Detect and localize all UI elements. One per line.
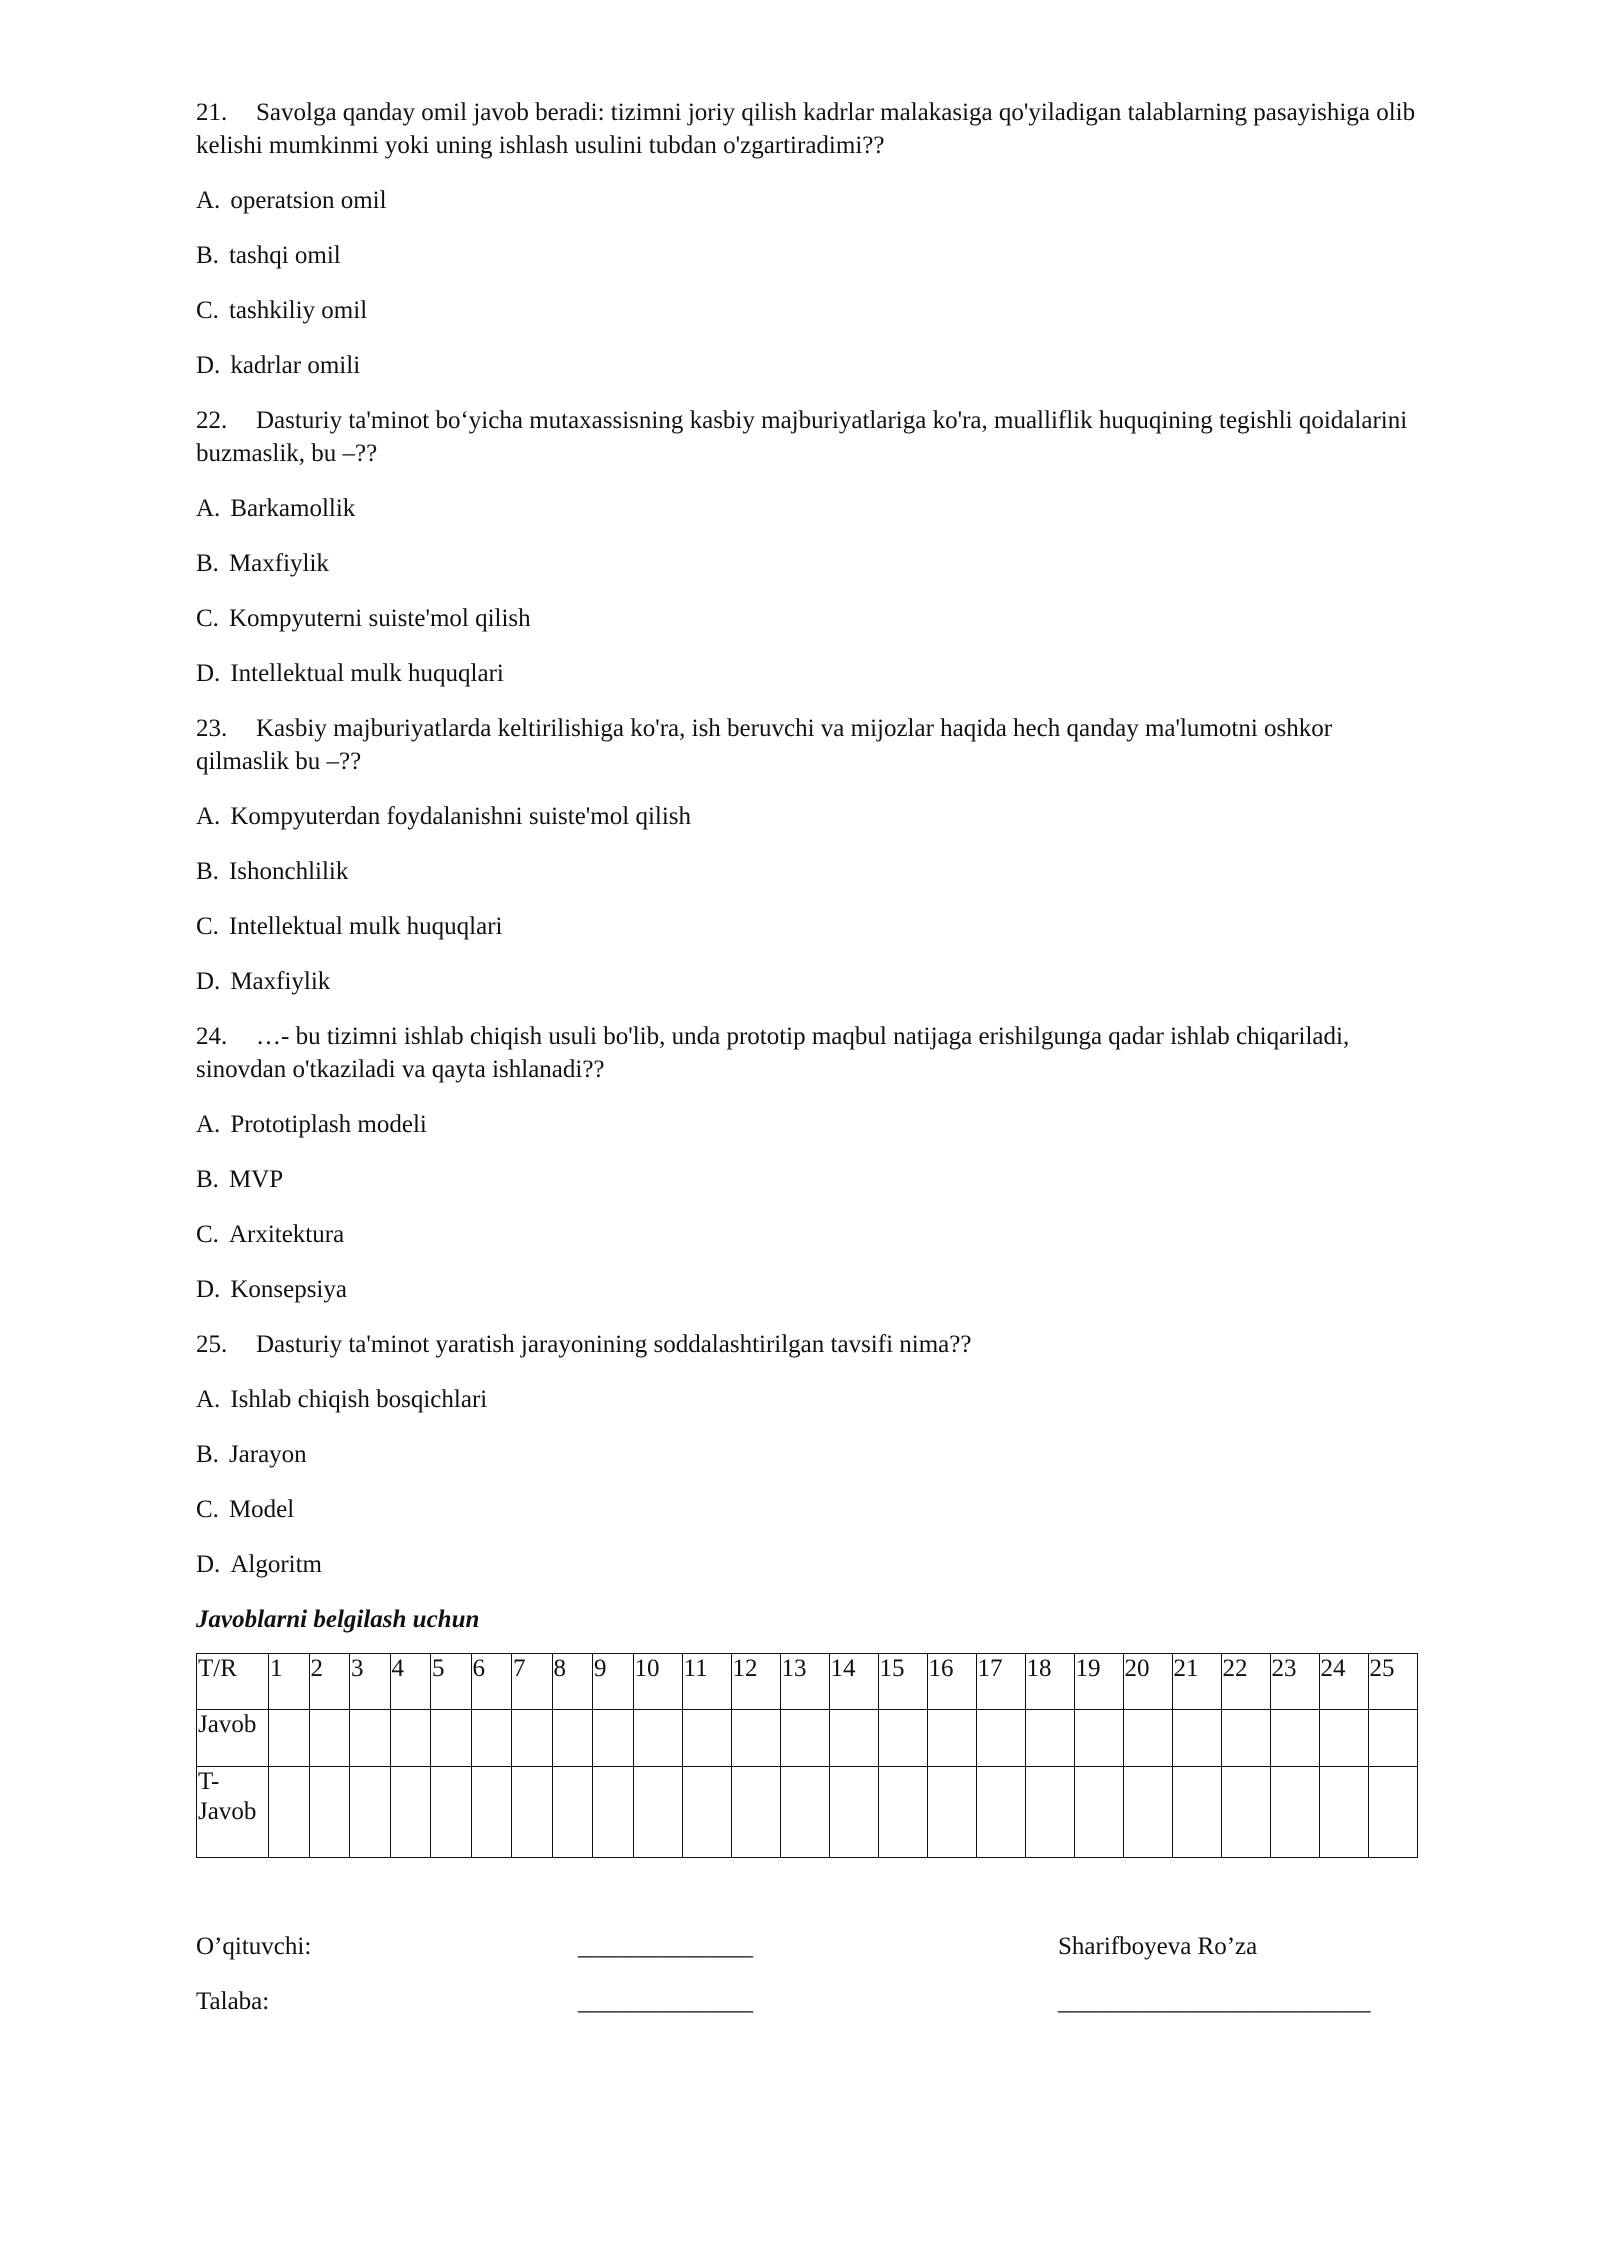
question-text: Savolga qanday omil javob beradi: tizimni joriy qilish kadrlar malakasiga qo'yiladigan talablarning pasayishiga olib kelishi mumkinmi yoki uning ishlash usulini tubdan o'zgartiradimi?? [196, 99, 1416, 159]
option-text: Prototiplash modeli [230, 1111, 427, 1138]
javob-label-cell: Javob [197, 1710, 269, 1767]
question-number-cell: 15 [878, 1654, 927, 1710]
tjavob-answer-cell[interactable] [552, 1767, 593, 1858]
question-number-cell: 3 [350, 1654, 391, 1710]
question-number-cell: 1 [269, 1654, 310, 1710]
answer-option [196, 1548, 1416, 1581]
student-signature-line: ______________ [578, 1988, 753, 2015]
question-number-cell: 12 [731, 1654, 780, 1710]
tjavob-answer-cell[interactable] [471, 1767, 512, 1858]
javob-answer-cell[interactable] [1319, 1710, 1368, 1767]
tjavob-answer-cell[interactable] [593, 1767, 634, 1858]
tjavob-answer-cell[interactable] [350, 1767, 391, 1858]
option-letter: A. [196, 495, 221, 522]
answer-option [196, 1218, 1416, 1251]
answer-option [196, 1493, 1416, 1526]
question-number-cell: 9 [593, 1654, 634, 1710]
tjavob-answer-cell[interactable] [390, 1767, 431, 1858]
tjavob-answer-cell[interactable] [1025, 1767, 1074, 1858]
javob-answer-cell[interactable] [1221, 1710, 1270, 1767]
question-number-cell: 10 [633, 1654, 682, 1710]
teacher-signature-row [196, 1930, 1416, 1985]
tjavob-answer-cell[interactable] [829, 1767, 878, 1858]
question-text: Dasturiy ta'minot yaratish jarayonining soddalashtirilgan tavsifi nima?? [256, 1331, 972, 1358]
tjavob-answer-cell[interactable] [1221, 1767, 1270, 1858]
javob-answer-cell[interactable] [1172, 1710, 1221, 1767]
option-text: MVP [228, 1166, 284, 1193]
student-signature-row [196, 1985, 1416, 2040]
tjavob-label-cell: T-Javob [197, 1767, 269, 1858]
answer-table-tjavob-row [197, 1767, 1418, 1858]
header-label-cell: T/R [197, 1654, 269, 1710]
option-letter: B. [196, 858, 219, 885]
tjavob-answer-cell[interactable] [269, 1767, 310, 1858]
student-name-line: _________________________ [1058, 1988, 1371, 2015]
tjavob-answer-cell[interactable] [731, 1767, 780, 1858]
question-24 [196, 1020, 1416, 1086]
question-number-cell: 22 [1221, 1654, 1270, 1710]
javob-answer-cell[interactable] [552, 1710, 593, 1767]
option-text: Kompyuterni suiste'mol qilish [228, 605, 531, 632]
answer-option [196, 1108, 1416, 1141]
tjavob-answer-cell[interactable] [976, 1767, 1025, 1858]
tjavob-answer-cell[interactable] [431, 1767, 472, 1858]
question-22 [196, 404, 1416, 470]
tjavob-answer-cell[interactable] [1368, 1767, 1417, 1858]
test-page [196, 96, 1416, 1858]
tjavob-answer-cell[interactable] [878, 1767, 927, 1858]
answer-option [196, 1163, 1416, 1196]
option-letter: C. [196, 297, 219, 324]
question-number-cell: 17 [976, 1654, 1025, 1710]
answer-option [196, 294, 1416, 327]
javob-answer-cell[interactable] [731, 1710, 780, 1767]
question-number-cell: 6 [471, 1654, 512, 1710]
question-number-cell: 23 [1270, 1654, 1319, 1710]
answer-option [196, 349, 1416, 382]
option-text: tashqi omil [228, 242, 341, 269]
teacher-label: O’qituvchi: [196, 1933, 312, 1960]
question-number-cell: 13 [780, 1654, 829, 1710]
answer-option [196, 239, 1416, 272]
question-number-cell: 4 [390, 1654, 431, 1710]
question-number-cell: 21 [1172, 1654, 1221, 1710]
question-number-cell: 14 [829, 1654, 878, 1710]
question-23 [196, 712, 1416, 778]
option-letter: B. [196, 1166, 219, 1193]
option-letter: A. [196, 1111, 221, 1138]
option-letter: D. [196, 660, 221, 687]
question-number-cell: 2 [309, 1654, 350, 1710]
tjavob-answer-cell[interactable] [1270, 1767, 1319, 1858]
option-letter: C. [196, 605, 219, 632]
javob-answer-cell[interactable] [1074, 1710, 1123, 1767]
answer-option [196, 800, 1416, 833]
javob-answer-cell[interactable] [1025, 1710, 1074, 1767]
question-25 [196, 1328, 1416, 1361]
answer-table-title: Javoblarni belgilash uchun [196, 1606, 480, 1633]
question-number: 24. [196, 1023, 228, 1050]
option-letter: B. [196, 550, 219, 577]
javob-answer-cell[interactable] [1270, 1710, 1319, 1767]
question-number-cell: 24 [1319, 1654, 1368, 1710]
option-letter: B. [196, 242, 219, 269]
question-number: 25. [196, 1331, 228, 1358]
answer-option [196, 547, 1416, 580]
answer-option [196, 492, 1416, 525]
answer-table-javob-row [197, 1710, 1418, 1767]
option-text: operatsion omil [230, 187, 387, 214]
option-letter: D. [196, 1551, 221, 1578]
question-number-cell: 8 [552, 1654, 593, 1710]
javob-answer-cell[interactable] [593, 1710, 634, 1767]
option-letter: A. [196, 803, 221, 830]
javob-answer-cell[interactable] [431, 1710, 472, 1767]
option-letter: C. [196, 1496, 219, 1523]
javob-answer-cell[interactable] [269, 1710, 310, 1767]
option-text: Ishlab chiqish bosqichlari [230, 1386, 488, 1413]
question-list [196, 96, 1416, 1581]
question-number-cell: 7 [512, 1654, 553, 1710]
question-number-cell: 18 [1025, 1654, 1074, 1710]
answer-option [196, 184, 1416, 217]
question-number-cell: 25 [1368, 1654, 1417, 1710]
answer-option [196, 1273, 1416, 1306]
tjavob-answer-cell[interactable] [1172, 1767, 1221, 1858]
question-number-cell: 16 [927, 1654, 976, 1710]
tjavob-answer-cell[interactable] [682, 1767, 731, 1858]
javob-answer-cell[interactable] [1368, 1710, 1417, 1767]
tjavob-answer-cell[interactable] [1074, 1767, 1123, 1858]
question-text: Dasturiy ta'minot bo‘yicha mutaxassisning kasbiy majburiyatlariga ko'ra, mualliflik huquqining tegishli qoidalarini buzmaslik, bu –?? [196, 407, 1408, 467]
option-letter: B. [196, 1441, 219, 1468]
option-text: Jarayon [228, 1441, 307, 1468]
tjavob-answer-cell[interactable] [780, 1767, 829, 1858]
answer-option [196, 855, 1416, 888]
question-number-cell: 11 [682, 1654, 731, 1710]
option-text: Konsepsiya [230, 1276, 347, 1303]
option-text: tashkiliy omil [228, 297, 368, 324]
javob-answer-cell[interactable] [878, 1710, 927, 1767]
answer-option [196, 1383, 1416, 1416]
option-letter: C. [196, 913, 219, 940]
javob-answer-cell[interactable] [309, 1710, 350, 1767]
tjavob-answer-cell[interactable] [633, 1767, 682, 1858]
option-letter: D. [196, 968, 221, 995]
javob-answer-cell[interactable] [682, 1710, 731, 1767]
option-text: Algoritm [230, 1551, 322, 1578]
signature-block [196, 1930, 1416, 2040]
question-number: 22. [196, 407, 228, 434]
option-text: Ishonchlilik [228, 858, 349, 885]
javob-answer-cell[interactable] [780, 1710, 829, 1767]
javob-answer-cell[interactable] [1123, 1710, 1172, 1767]
question-text: Kasbiy majburiyatlarda keltirilishiga ko'ra, ish beruvchi va mijozlar haqida hech qanday ma'lumotni oshkor qilmaslik bu –?? [196, 715, 1333, 775]
option-text: Maxfiylik [230, 968, 331, 995]
question-number: 21. [196, 99, 228, 126]
student-label: Talaba: [196, 1988, 270, 2015]
option-text: Intellektual mulk huquqlari [230, 660, 504, 687]
option-letter: A. [196, 1386, 221, 1413]
teacher-signature-line: ______________ [578, 1933, 753, 1960]
answer-option [196, 1438, 1416, 1471]
tjavob-answer-cell[interactable] [1319, 1767, 1368, 1858]
teacher-name: Sharifboyeva Ro’za [1058, 1933, 1258, 1960]
question-21 [196, 96, 1416, 162]
answer-option [196, 910, 1416, 943]
javob-answer-cell[interactable] [471, 1710, 512, 1767]
option-text: kadrlar omili [230, 352, 361, 379]
option-letter: C. [196, 1221, 219, 1248]
question-text: …- bu tizimni ishlab chiqish usuli bo'lib, unda prototip maqbul natijaga erishilgunga qadar ishlab chiqariladi, sinovdan o'tkaziladi va qayta ishlanadi?? [196, 1023, 1350, 1083]
option-text: Intellektual mulk huquqlari [228, 913, 503, 940]
tjavob-answer-cell[interactable] [512, 1767, 553, 1858]
question-number-cell: 19 [1074, 1654, 1123, 1710]
javob-answer-cell[interactable] [512, 1710, 553, 1767]
answer-option [196, 657, 1416, 690]
question-number-cell: 20 [1123, 1654, 1172, 1710]
question-number: 23. [196, 715, 228, 742]
javob-answer-cell[interactable] [633, 1710, 682, 1767]
option-text: Arxitektura [228, 1221, 345, 1248]
option-text: Kompyuterdan foydalanishni suiste'mol qilish [230, 803, 692, 830]
javob-answer-cell[interactable] [976, 1710, 1025, 1767]
option-text: Maxfiylik [228, 550, 329, 577]
javob-answer-cell[interactable] [829, 1710, 878, 1767]
option-letter: D. [196, 1276, 221, 1303]
option-letter: D. [196, 352, 221, 379]
answer-option [196, 965, 1416, 998]
javob-answer-cell[interactable] [927, 1710, 976, 1767]
answer-table-header-row [197, 1654, 1418, 1710]
option-text: Model [228, 1496, 295, 1523]
option-text: Barkamollik [230, 495, 356, 522]
tjavob-answer-cell[interactable] [1123, 1767, 1172, 1858]
tjavob-answer-cell[interactable] [309, 1767, 350, 1858]
option-letter: A. [196, 187, 221, 214]
tjavob-answer-cell[interactable] [927, 1767, 976, 1858]
question-number-cell: 5 [431, 1654, 472, 1710]
answer-option [196, 602, 1416, 635]
answer-table [196, 1653, 1418, 1858]
javob-answer-cell[interactable] [350, 1710, 391, 1767]
javob-answer-cell[interactable] [390, 1710, 431, 1767]
